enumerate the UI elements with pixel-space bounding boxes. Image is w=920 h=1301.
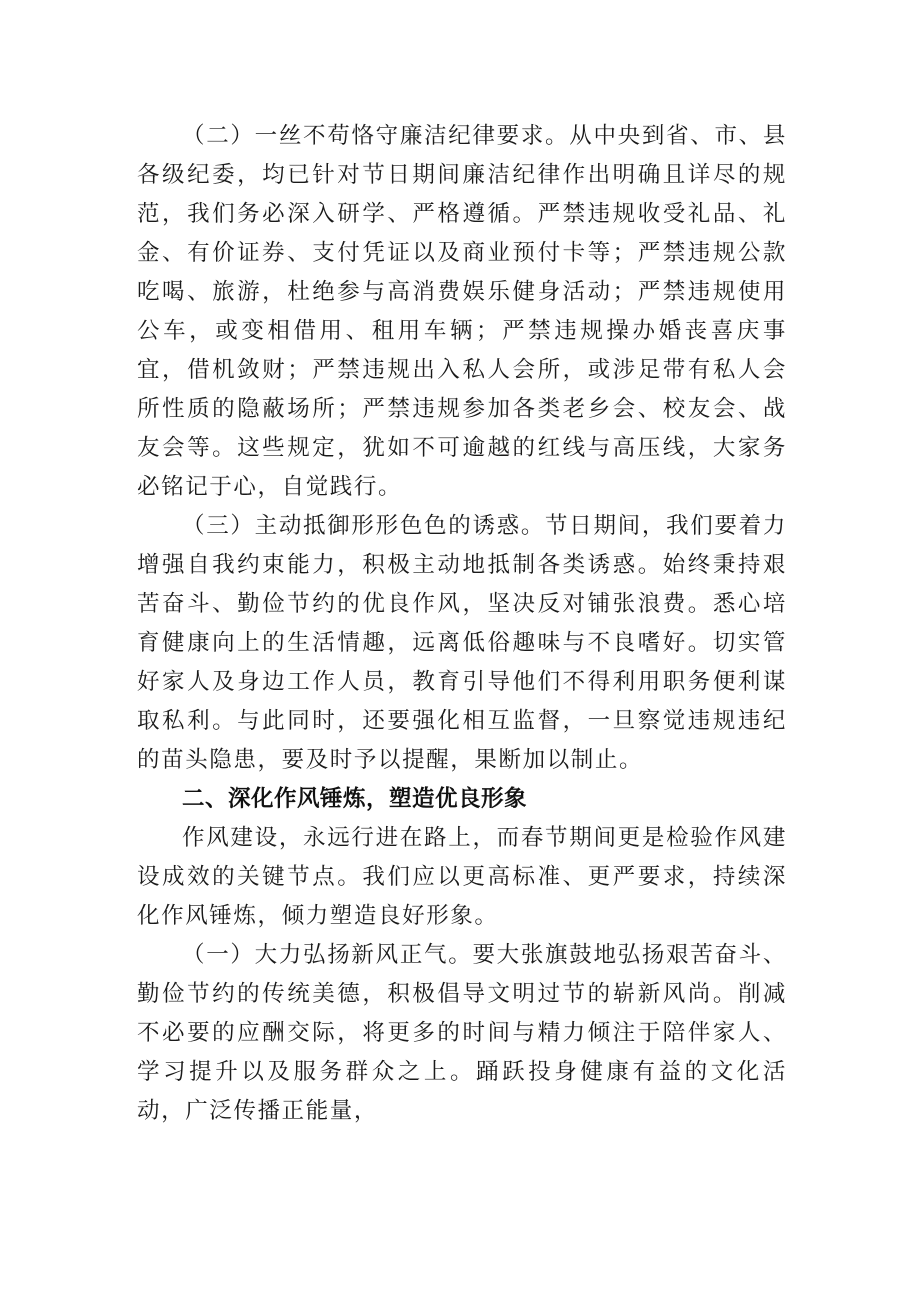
paragraph-promote-new-customs: （一）大力弘扬新风正气。要大张旗鼓地弘扬艰苦奋斗、勤俭节约的传统美德，积极倡导文明过节的崭新风尚。削减不必要的应酬交际，将更多的时间与精力倾注于陪伴家人、学习提升以及服务群众之上。踊跃投身健康有益的文化活动，广泛传播正能量，	[137, 942, 787, 1124]
document-body	[137, 117, 787, 1131]
paragraph-resist-temptation: （三）主动抵御形形色色的诱惑。节日期间，我们要着力增强自我约束能力，积极主动地抵制各类诱惑。始终秉持艰苦奋斗、勤俭节约的优良作风，坚决反对铺张浪费。悉心培育健康向上的生活情趣，远离低俗趣味与不良嗜好。切实管好家人及身边工作人员，教育引导他们不得利用职务便利谋取私利。与此同时，还要强化相互监督，一旦察觉违规违纪的苗头隐患，要及时予以提醒，果断加以制止。	[137, 513, 787, 773]
section-heading-work-style: 二、深化作风锤炼，塑造优良形象	[182, 786, 528, 812]
paragraph-work-style-intro: 作风建设，永远行进在路上，而春节期间更是检验作风建设成效的关键节点。我们应以更高标准、更严要求，持续深化作风锤炼，倾力塑造良好形象。	[137, 825, 787, 929]
paragraph-discipline-requirements: （二）一丝不苟恪守廉洁纪律要求。从中央到省、市、县各级纪委，均已针对节日期间廉洁纪律作出明确且详尽的规范，我们务必深入研学、严格遵循。严禁违规收受礼品、礼金、有价证券、支付凭证以及商业预付卡等；严禁违规公款吃喝、旅游，杜绝参与高消费娱乐健身活动；严禁违规使用公车，或变相借用、租用车辆；严禁违规操办婚丧喜庆事宜，借机敛财；严禁违规出入私人会所，或涉足带有私人会所性质的隐蔽场所；严禁违规参加各类老乡会、校友会、战友会等。这些规定，犹如不可逾越的红线与高压线，大家务必铭记于心，自觉践行。	[137, 123, 787, 500]
